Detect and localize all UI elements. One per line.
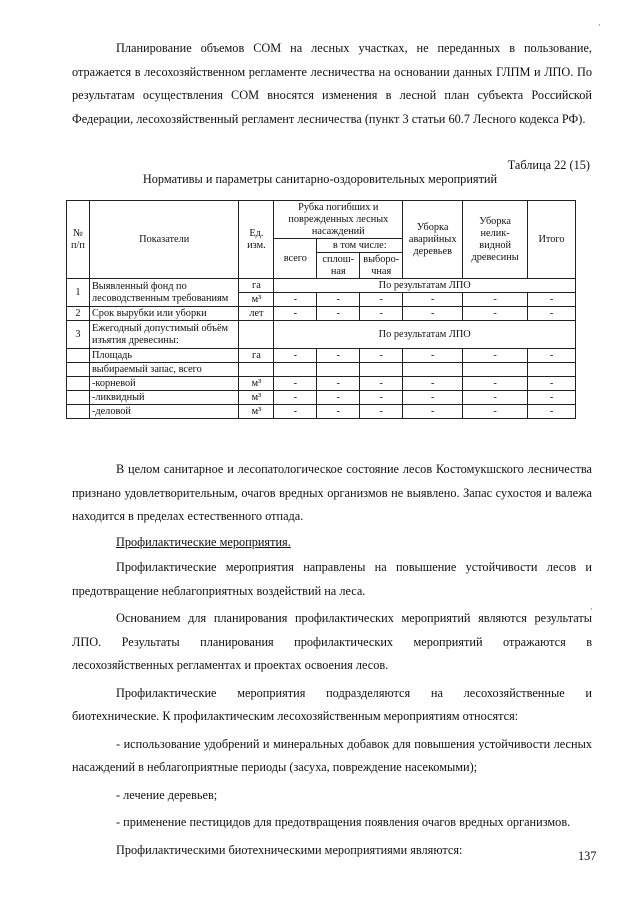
- liquid-cell: -: [403, 391, 463, 405]
- row2-cell: -: [360, 307, 403, 321]
- stock-unit: [239, 363, 274, 377]
- row1-unit-m3: м³: [239, 293, 274, 307]
- row2-cell: -: [317, 307, 360, 321]
- root-num: [67, 377, 90, 391]
- row1-cell: -: [274, 293, 317, 307]
- row3-num: 3: [67, 321, 90, 349]
- row1-unit-ha: га: [239, 279, 274, 293]
- root-cell: -: [528, 377, 576, 391]
- liquid-cell: -: [274, 391, 317, 405]
- row1-cell: -: [528, 293, 576, 307]
- stock-cell: [317, 363, 360, 377]
- intro-block: [72, 37, 592, 131]
- liquid-label: -ликвидный: [89, 391, 239, 405]
- stock-cell: [274, 363, 317, 377]
- body-block: [72, 458, 592, 862]
- stock-cell: [528, 363, 576, 377]
- business-cell: -: [403, 405, 463, 419]
- row1-cell: -: [403, 293, 463, 307]
- area-cell: -: [317, 349, 360, 363]
- header-solid: сплош-ная: [317, 253, 360, 279]
- business-cell: -: [360, 405, 403, 419]
- row2-num: 2: [67, 307, 90, 321]
- list-item-treatment: - лечение деревьев;: [116, 787, 218, 802]
- paragraph-state: В целом санитарное и лесопатологическое состояние лесов Костомукшского лесничества признано удовлетворительным, очагов вредных организмов не выявлено. Запас сухостоя и валежа находится в пределах естественного отпада.: [72, 462, 592, 523]
- liquid-cell: -: [360, 391, 403, 405]
- stock-num: [67, 363, 90, 377]
- liquid-cell: -: [528, 391, 576, 405]
- paragraph-basis: Основанием для планирования профилактических мероприятий являются результаты ЛПО. Результаты планирования профилактических мероприятий отражаются в лесохозяйственных регламентах и проектах освоения лесов.: [72, 611, 592, 672]
- root-cell: -: [360, 377, 403, 391]
- row2-cell: -: [274, 307, 317, 321]
- row2-cell: -: [403, 307, 463, 321]
- area-label: Площадь: [89, 349, 239, 363]
- row1-num: 1: [67, 279, 90, 307]
- table-title: Нормативы и параметры санитарно-оздоровительных мероприятий: [142, 172, 498, 186]
- paragraph-purpose: Профилактические мероприятия направлены на повышение устойчивости лесов и предотвращение неблагоприятных воздействий на леса.: [72, 560, 592, 598]
- row3-by-lpo: По результатам ЛПО: [274, 321, 576, 349]
- root-cell: -: [403, 377, 463, 391]
- liquid-num: [67, 391, 90, 405]
- business-num: [67, 405, 90, 419]
- area-cell: -: [360, 349, 403, 363]
- row1-by-lpo: По результатам ЛПО: [274, 279, 576, 293]
- business-unit: м³: [239, 405, 274, 419]
- stock-label: выбираемый запас, всего: [89, 363, 239, 377]
- header-emergency: Уборка аварийных деревьев: [403, 201, 463, 279]
- row1-cell: -: [360, 293, 403, 307]
- area-cell: -: [528, 349, 576, 363]
- row1-label: Выявленный фонд по лесоводственным требованиям: [89, 279, 239, 307]
- liquid-unit: м³: [239, 391, 274, 405]
- row1-cell: -: [317, 293, 360, 307]
- root-cell: -: [274, 377, 317, 391]
- scan-mark: ·: [590, 604, 593, 614]
- root-unit: м³: [239, 377, 274, 391]
- business-label: -деловой: [89, 405, 239, 419]
- area-cell: -: [463, 349, 528, 363]
- header-including: в том числе:: [317, 239, 403, 253]
- intro-paragraph: Планирование объемов СОМ на лесных участках, не переданных в пользование, отражается в лесохозяйственном регламенте лесничества на основании данных ГЛПМ и ЛПО. По результатам осуществления СОМ вносятся изменения в лесной план субъекта Российской Федерации, лесохозяйственный регламент лесничества (пункт 3 статьи 60.7 Лесного кодекса РФ).: [72, 41, 592, 126]
- business-cell: -: [463, 405, 528, 419]
- business-cell: -: [528, 405, 576, 419]
- row2-label: Срок вырубки или уборки: [89, 307, 239, 321]
- row2-cell: -: [463, 307, 528, 321]
- stock-cell: [360, 363, 403, 377]
- scan-speck: ·: [598, 20, 601, 30]
- row2-cell: -: [528, 307, 576, 321]
- section-heading: [72, 531, 592, 555]
- stock-cell: [463, 363, 528, 377]
- list-item-pesticides: - применение пестицидов для предотвращения появления очагов вредных организмов.: [116, 815, 571, 829]
- area-cell: -: [274, 349, 317, 363]
- heading-text: Профилактические мероприятия.: [116, 534, 291, 549]
- root-label: -корневой: [89, 377, 239, 391]
- header-unit: Ед. изм.: [239, 201, 274, 279]
- root-cell: -: [463, 377, 528, 391]
- norms-table: [66, 200, 576, 419]
- business-cell: -: [317, 405, 360, 419]
- header-selective: выборо-чная: [360, 253, 403, 279]
- header-sum: Итого: [528, 201, 576, 279]
- area-unit: га: [239, 349, 274, 363]
- row2-unit: лет: [239, 307, 274, 321]
- header-indicator: Показатели: [89, 201, 239, 279]
- root-cell: -: [317, 377, 360, 391]
- header-felling: Рубка погибших и поврежденных лесных насаждений: [274, 201, 403, 239]
- row1-cell: -: [463, 293, 528, 307]
- area-num: [67, 349, 90, 363]
- stock-cell: [403, 363, 463, 377]
- table-number: Таблица 22 (15): [507, 158, 590, 172]
- header-illiquid: Уборка нелик-видной древесины: [463, 201, 528, 279]
- liquid-cell: -: [463, 391, 528, 405]
- list-item-fertilizers: - использование удобрений и минеральных добавок для повышения устойчивости лесных насаждений в неблагоприятные периоды (засуха, повреждение насекомыми);: [72, 736, 592, 774]
- header-num: № п/п: [67, 201, 90, 279]
- paragraph-biotech: Профилактическими биотехническими мероприятиями являются:: [116, 842, 463, 857]
- business-cell: -: [274, 405, 317, 419]
- page-number: 137: [578, 849, 597, 863]
- area-cell: -: [403, 349, 463, 363]
- row3-label: Ежегодный допустимый объём изъятия древесины:: [89, 321, 239, 349]
- row3-unit: [239, 321, 274, 349]
- paragraph-division: Профилактические мероприятия подразделяются на лесохозяйственные и биотехнические. К профилактическим лесохозяйственным мероприятиям относятся:: [72, 685, 592, 723]
- header-total-felling: всего: [274, 239, 317, 279]
- liquid-cell: -: [317, 391, 360, 405]
